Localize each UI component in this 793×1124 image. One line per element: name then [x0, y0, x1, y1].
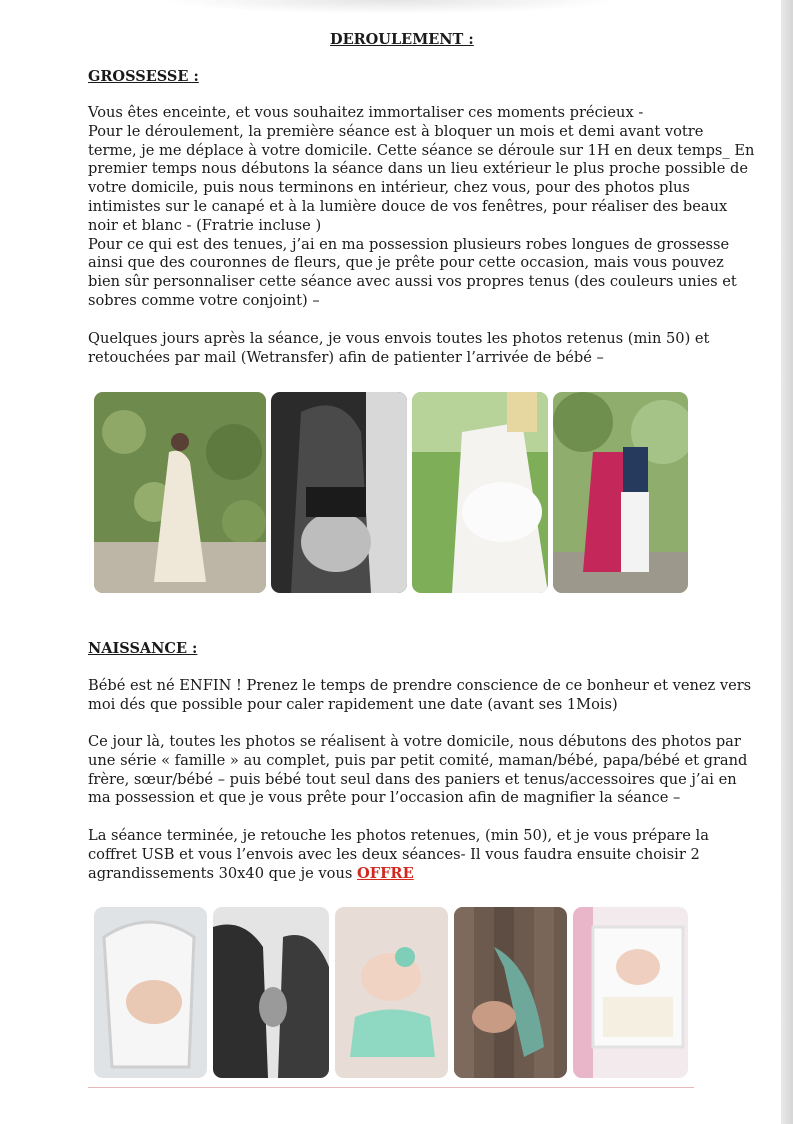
offer-highlight: OFFRE	[357, 864, 414, 882]
grossesse-paragraph-1: Vous êtes enceinte, et vous souhaitez immortaliser ces moments précieux - Pour le déroulement, la première séance est à bloquer un mois et demi avant votre terme, je me déplace à votre domicile. Cette séance se déroule sur 1H en deux temps_ En premier temps nous débutons la séance dans un lieu extérieur le plus proche possible de votre domicile, puis nous terminons en intérieur, chez vous, pour des photos plus intimistes sur le canapé et à la lumière douce de vos fenêtres, pour réaliser des beaux noir et blanc - (Fratrie incluse ) Pour ce qui est des tenues, j’ai en ma possession plusieurs robes longues de grossesse ainsi que des couronnes de fleurs, que je prête pour cette occasion, mais vous pouvez bien sûr personnaliser cette séance avec aussi vos propres tenus (des couleurs unies et sobres comme votre conjoint) –	[88, 104, 755, 309]
newborn-photo-4	[454, 907, 567, 1078]
page-title: DEROULEMENT :	[330, 31, 474, 48]
maternity-photo-3	[412, 392, 548, 593]
offer-sentence: agrandissements 30x40 que je vous	[88, 864, 357, 882]
naissance-paragraph-3: La séance terminée, je retouche les photos retenues, (min 50), et je vous prépare la coffret USB et vous l’envois avec les deux séances- Il vous faudra ensuite choisir 2 agrandissements 30x40 que je vous OFFRE	[88, 827, 709, 882]
maternity-photo-2	[271, 392, 407, 593]
newborn-photo-3	[335, 907, 448, 1078]
page-edge-shadow	[781, 0, 793, 1124]
section-heading-naissance: NAISSANCE :	[88, 640, 198, 657]
top-shadow	[160, 0, 620, 14]
maternity-photo-1	[94, 392, 266, 593]
maternity-photo-4	[553, 392, 688, 593]
footer-divider	[88, 1087, 694, 1088]
newborn-photo-1	[94, 907, 207, 1078]
newborn-photo-5	[573, 907, 688, 1078]
newborn-photo-2	[213, 907, 329, 1078]
grossesse-paragraph-2: Quelques jours après la séance, je vous envois toutes les photos retenus (min 50) et retouchées par mail (Wetransfer) afin de patienter l’arrivée de bébé –	[88, 330, 710, 366]
section-heading-grossesse: GROSSESSE :	[88, 68, 199, 85]
naissance-paragraph-1: Bébé est né ENFIN ! Prenez le temps de prendre conscience de ce bonheur et venez vers moi dés que possible pour caler rapidement une date (avant ses 1Mois)	[88, 677, 752, 713]
naissance-paragraph-2: Ce jour là, toutes les photos se réalisent à votre domicile, nous débutons des photos par une série « famille » au complet, puis par petit comité, maman/bébé, papa/bébé et grand frère, sœur/bébé – puis bébé tout seul dans des paniers et tenus/accessoires que j’ai en ma possession et que je vous prête pour l’occasion afin de magnifier la séance –	[88, 733, 748, 807]
